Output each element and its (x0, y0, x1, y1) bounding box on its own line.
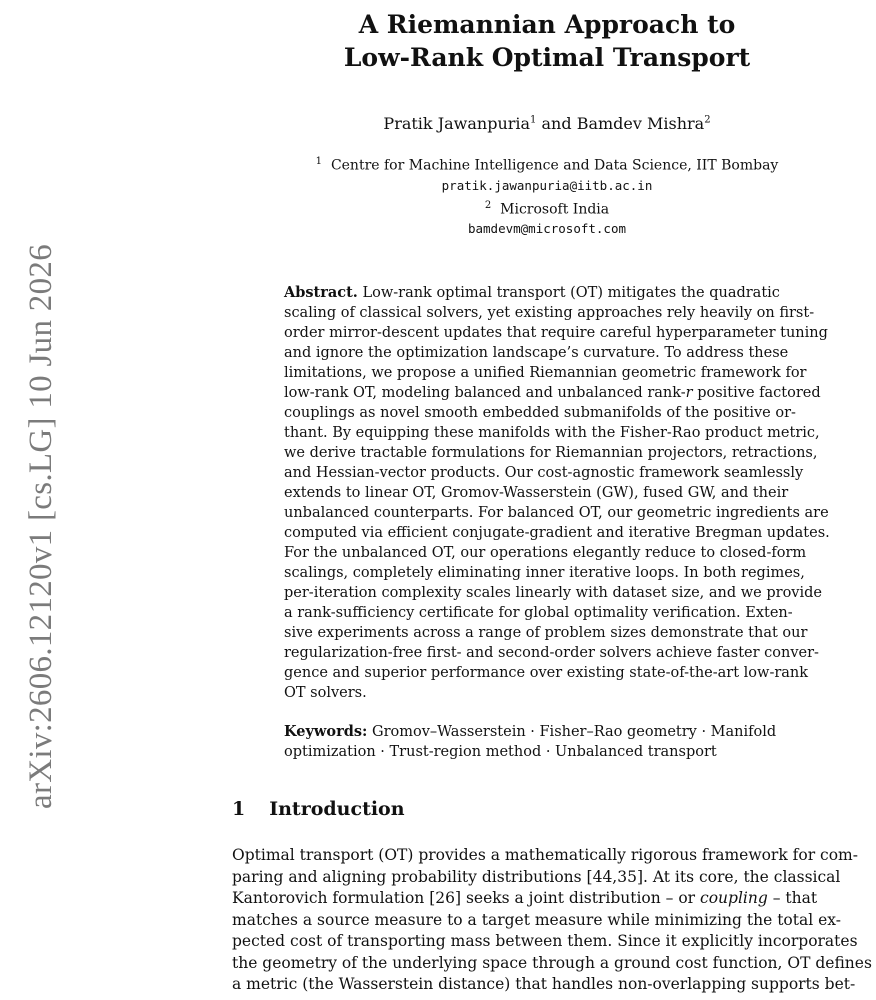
paper-title (212, 8, 876, 74)
arxiv-sidebar-stamp (16, 208, 66, 844)
title-line-2: Low-Rank Optimal Transport (343, 43, 751, 72)
affiliation-1 (212, 152, 876, 176)
abstract-line: and ignore the optimization landscape’s curvature. To address these (284, 345, 789, 361)
abstract-line: scalings, completely eliminating inner iterative loops. In both regimes, (284, 565, 805, 581)
paragraph-line: pected cost of transporting mass between them. Since it explicitly incorporates (232, 932, 858, 950)
paragraph-line: a metric (the Wasserstein distance) that handles non-overlapping supports bet- (232, 975, 856, 993)
section-number: 1 (232, 798, 246, 820)
arxiv-identifier: arXiv:2606.12120v1 [cs.LG] 10 Jun 2026 (22, 243, 59, 809)
affiliation-marker: 2 (484, 199, 492, 211)
abstract-line: sive experiments across a range of problem sizes demonstrate that our (284, 625, 808, 641)
affiliation-marker: 2 (704, 114, 711, 126)
title-line-1: A Riemannian Approach to (358, 10, 736, 39)
affiliation-marker: 1 (530, 114, 537, 126)
section-title: Introduction (269, 798, 405, 820)
abstract-line: thant. By equipping these manifolds with the Fisher-Rao product metric, (284, 425, 820, 441)
keywords-label: Keywords: (284, 723, 368, 740)
affiliation-name: Microsoft India (500, 201, 610, 218)
keywords-line: Keywords: Gromov–Wasserstein · Fisher–Rao geometry · Manifold (284, 723, 777, 740)
author-email[interactable]: pratik.jawanpuria@iitb.ac.in (441, 177, 653, 193)
abstract-line: regularization-free first- and second-order solvers achieve faster conver- (284, 645, 819, 661)
affiliation-marker: 1 (315, 156, 323, 167)
abstract-line: low-rank OT, modeling balanced and unbalanced rank-r positive factored (284, 385, 821, 401)
paragraph-line: matches a source measure to a target measure while minimizing the total ex- (232, 910, 841, 929)
abstract-line: limitations, we propose a unified Riemannian geometric framework for (284, 365, 807, 381)
abstract-line: and Hessian-vector products. Our cost-agnostic framework seamlessly (284, 465, 804, 481)
abstract-line: computed via efficient conjugate-gradient and iterative Bregman updates. (284, 525, 830, 541)
keywords (284, 722, 812, 762)
abstract-line: order mirror-descent updates that require careful hyperparameter tuning (284, 325, 828, 341)
abstract-line: Abstract. Low-rank optimal transport (OT) mitigates the quadratic (284, 284, 780, 301)
abstract-line: OT solvers. (284, 685, 367, 701)
affiliation-2 (212, 196, 876, 220)
abstract-line: extends to linear OT, Gromov-Wasserstein (GW), fused GW, and their (284, 485, 789, 501)
abstract-line: per-iteration complexity scales linearly with dataset size, and we provide (284, 585, 822, 601)
paragraph-line: Kantorovich formulation [26] seeks a joint distribution – or coupling – that (232, 889, 818, 907)
author-email[interactable]: bamdevm@microsoft.com (467, 221, 627, 237)
abstract-line: couplings as novel smooth embedded submanifolds of the positive or- (284, 405, 796, 421)
author-name: Pratik Jawanpuria (383, 114, 531, 133)
abstract-line: we derive tractable formulations for Riemannian projectors, retractions, (284, 445, 818, 461)
keywords-line: optimization · Trust-region method · Unbalanced transport (284, 744, 717, 760)
paragraph-line: paring and aligning probability distributions [44,35]. At its core, the classical (232, 867, 841, 886)
paragraph-line: Optimal transport (OT) provides a mathematically rigorous framework for com- (232, 846, 858, 864)
abstract-line: gence and superior performance over existing state-of-the-art low-rank (284, 665, 809, 681)
author-conjunction: and (536, 114, 577, 133)
abstract-line: a rank-sufficiency certificate for global optimality verification. Exten- (284, 605, 793, 621)
author-name: Bamdev Mishra (576, 114, 705, 133)
affiliations (212, 152, 876, 239)
section-heading (232, 798, 405, 820)
introduction-paragraph (232, 845, 872, 996)
abstract-line: scaling of classical solvers, yet existing approaches rely heavily on first- (284, 305, 815, 321)
abstract-line: For the unbalanced OT, our operations elegantly reduce to closed-form (284, 545, 807, 561)
abstract-label: Abstract. (284, 284, 358, 301)
affiliation-name: Centre for Machine Intelligence and Data Science, IIT Bombay (330, 157, 779, 174)
paragraph-line: the geometry of the underlying space through a ground cost function, OT defines (232, 953, 872, 972)
abstract-line: unbalanced counterparts. For balanced OT, our geometric ingredients are (284, 505, 829, 521)
abstract (284, 283, 830, 703)
author-list (212, 114, 876, 133)
